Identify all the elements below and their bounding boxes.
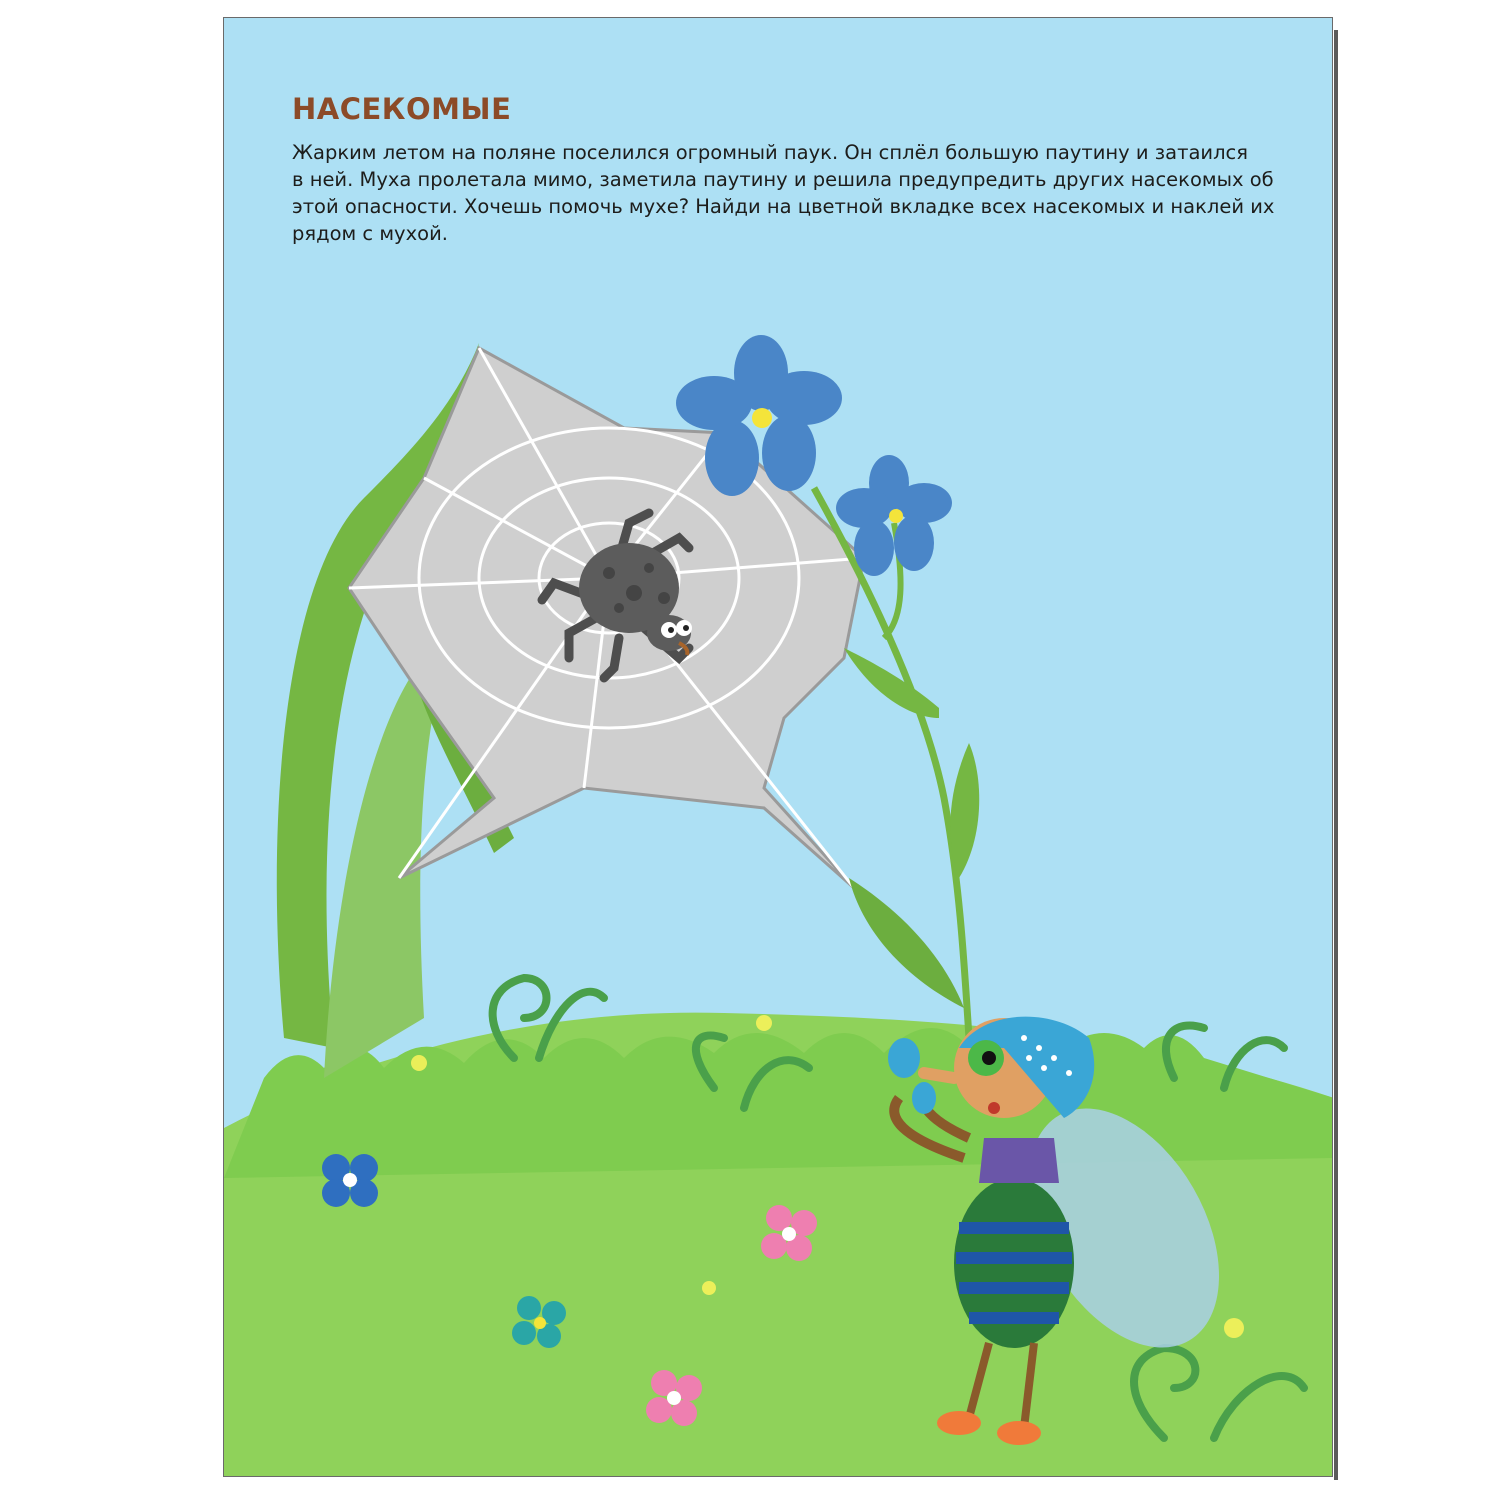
activity-page: [223, 17, 1333, 1477]
story-line: этой опасности. Хочешь помочь мухе? Найди на цветной вкладке всех насекомых и наклей их: [292, 195, 1275, 218]
meadow-illustration: [224, 18, 1333, 1477]
story-line: рядом с мухой.: [292, 222, 448, 245]
story-line: Жарким летом на поляне поселился огромный паук. Он сплёл большую паутину и затаился: [292, 141, 1248, 164]
page-shadow: [1334, 30, 1338, 1480]
story-line: в ней. Муха пролетала мимо, заметила паутину и решила предупредить других насекомых об: [292, 168, 1274, 191]
small-flower-icon: [646, 1370, 702, 1426]
page-title: НАСЕКОМЫЕ: [292, 92, 512, 126]
small-flower-icon: [512, 1296, 566, 1348]
